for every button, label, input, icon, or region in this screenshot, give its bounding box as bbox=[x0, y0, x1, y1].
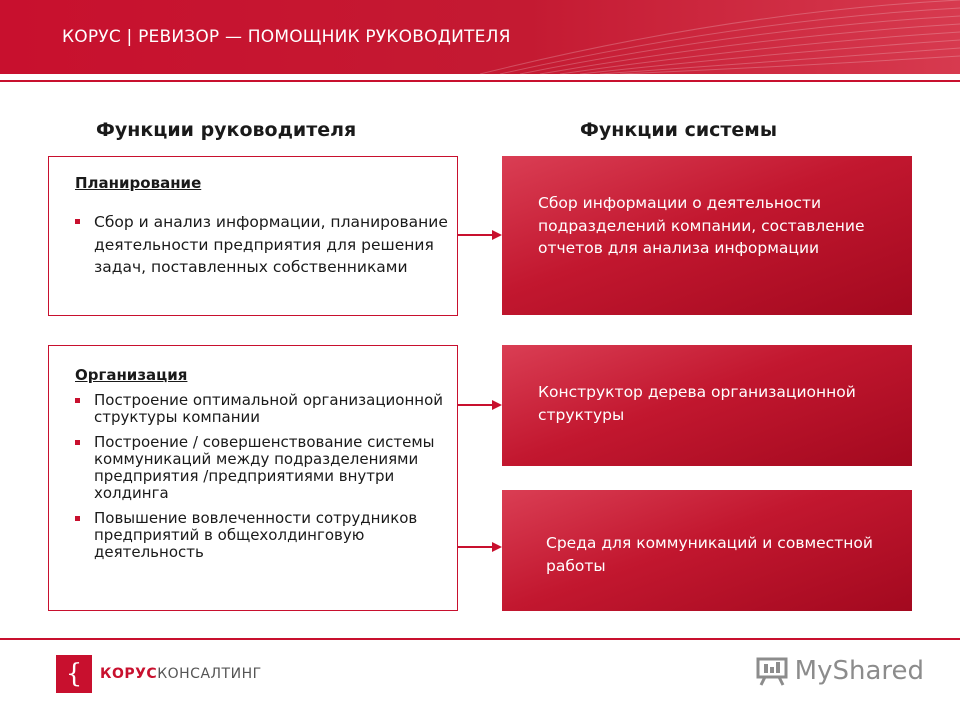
presentation-board-icon bbox=[755, 656, 789, 686]
list-item: Построение / совершенствование системы коммуникаций между подразделениями предприятия /предприятиями внутри холдинга bbox=[75, 434, 449, 502]
system-function-text: Сбор информации о деятельности подразделений компании, составление отчетов для анализа информации bbox=[538, 194, 865, 257]
list-item: Построение оптимальной организационной структуры компании bbox=[75, 392, 449, 426]
decorative-lines bbox=[440, 0, 960, 74]
heading-manager-functions: Функции руководителя bbox=[96, 119, 357, 141]
logo-wordmark: КОРУСКОНСАЛТИНГ bbox=[100, 666, 262, 682]
planning-box bbox=[48, 156, 458, 316]
organization-list bbox=[75, 392, 449, 569]
organization-title: Организация bbox=[75, 366, 188, 384]
system-function-box bbox=[502, 345, 912, 466]
system-function-box bbox=[502, 156, 912, 315]
header-divider bbox=[0, 80, 960, 82]
bullet-square-icon bbox=[75, 398, 80, 403]
logo-mark: { bbox=[56, 655, 92, 693]
arrow-right-icon bbox=[458, 399, 502, 411]
bullet-square-icon bbox=[75, 219, 80, 224]
planning-title: Планирование bbox=[75, 174, 202, 192]
organization-box bbox=[48, 345, 458, 611]
list-item: Сбор и анализ информации, планирование деятельности предприятия для решения задач, поставленных собственниками bbox=[75, 211, 449, 279]
bullet-square-icon bbox=[75, 440, 80, 445]
list-item: Повышение вовлеченности сотрудников предприятий в общехолдинговую деятельность bbox=[75, 510, 449, 561]
system-function-text: Конструктор дерева организационной структуры bbox=[538, 383, 856, 424]
page-title: КОРУС | РЕВИЗОР — ПОМОЩНИК РУКОВОДИТЕЛЯ bbox=[62, 27, 511, 47]
company-logo bbox=[56, 655, 262, 693]
heading-system-functions: Функции системы bbox=[580, 119, 778, 141]
system-function-box bbox=[502, 490, 912, 611]
arrow-right-icon bbox=[458, 541, 502, 553]
header-banner bbox=[0, 0, 960, 74]
system-function-text: Среда для коммуникаций и совместной работы bbox=[546, 534, 873, 575]
footer-divider bbox=[0, 638, 960, 640]
watermark bbox=[755, 656, 924, 686]
watermark-text: MyShared bbox=[794, 656, 924, 686]
bullet-square-icon bbox=[75, 516, 80, 521]
arrow-right-icon bbox=[458, 229, 502, 241]
planning-list bbox=[75, 211, 449, 279]
